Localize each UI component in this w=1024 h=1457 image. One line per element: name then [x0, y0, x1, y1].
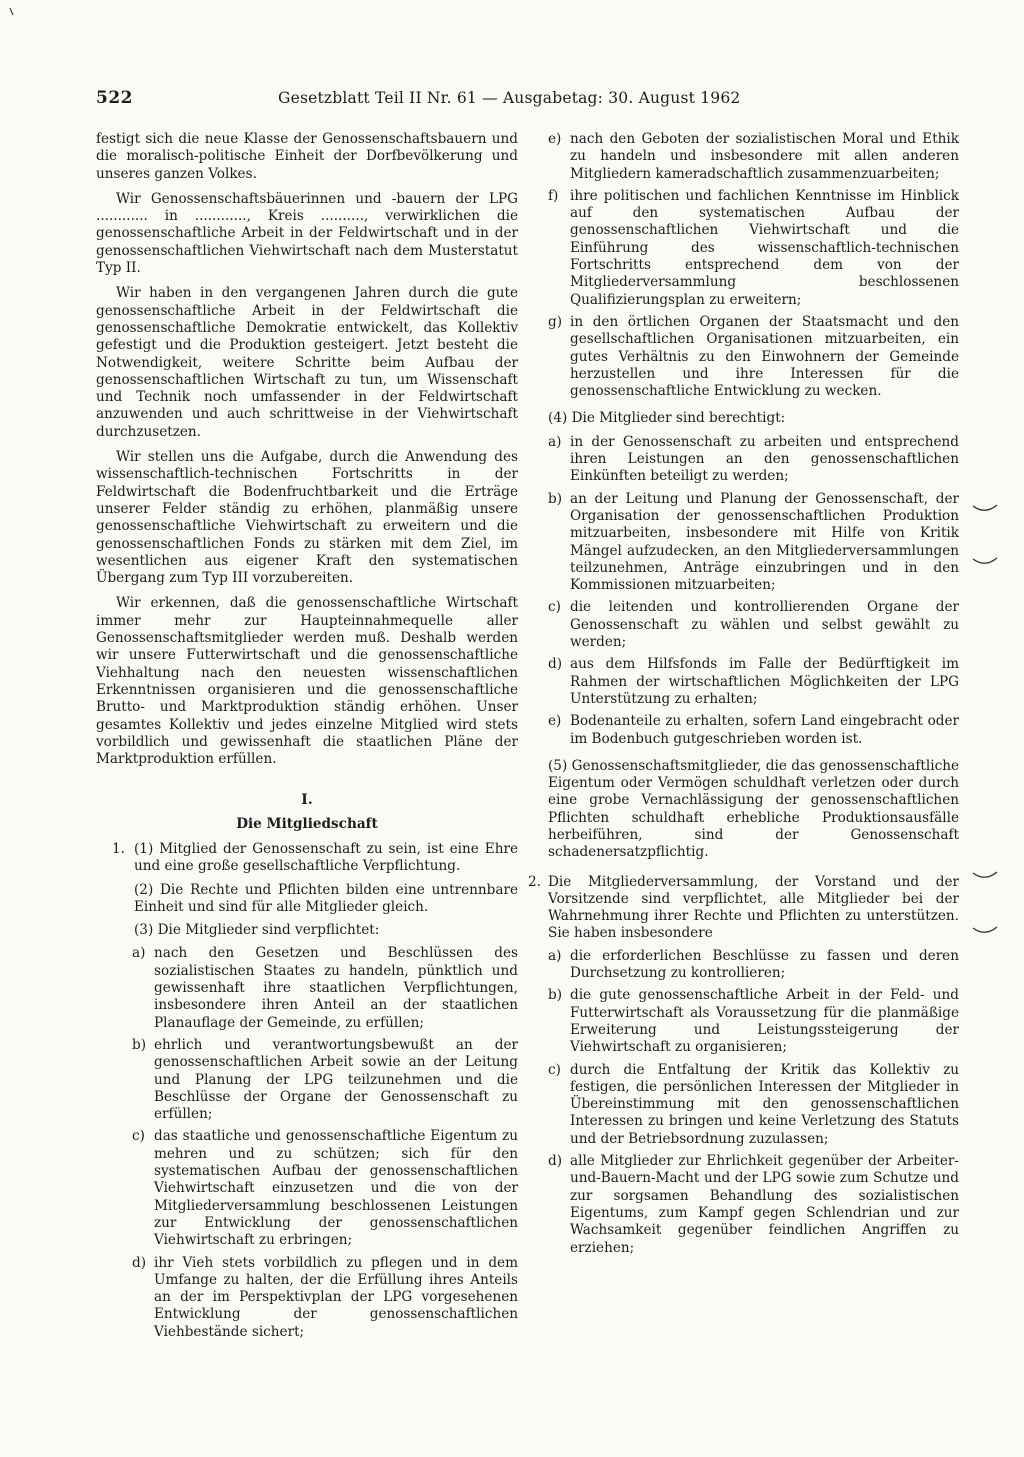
list-item: [548, 434, 959, 486]
list-item: [96, 1128, 518, 1249]
margin-mark-icon: [972, 925, 998, 937]
paragraph: Wir haben in den vergangenen Jahren durch die gute genossenschaftliche Arbeit in der Feldwirtschaft die genossenschaftliche Demokratie entwickelt, das Kollektiv gefestigt und die Produktion gesteigert. Jetzt besteht die Notwendigkeit, weitere Schritte beim Aufbau der genossenschaftlichen Wirtschaft zu tun, um Wissenschaft und Technik noch umfassender in der Feldwirtschaft anzuwenden und auch schrittweise in der Viehwirtschaft durchzusetzen.: [96, 285, 518, 440]
list-label: d): [132, 1254, 147, 1271]
list-text: an der Leitung und Planung der Genossenschaft, der Organisation der genossenschaftlichen Produktion mitzuarbeiten, insbesondere mit Hilfe von Kritik Mängel aufzudecken, an den Mitgliederversammlungen teilzunehmen, Anträge einzubringen und in den Kommissionen mitzuarbeiten;: [570, 490, 959, 594]
list-text: alle Mitglieder zur Ehrlichkeit gegenüber der Arbeiter-und-Bauern-Macht und der LPG sowie zum Schutze und zur sorgsamen Behandlung des sozialistischen Eigentums, zum Kampf gegen Schlendrian und zur Wachsamkeit gegenüber feindlichen Angriffen zu erziehen;: [570, 1153, 959, 1256]
left-column: [96, 131, 518, 1346]
margin-mark-icon: [972, 556, 998, 568]
list-label: d): [548, 656, 563, 673]
list-label: c): [132, 1128, 145, 1145]
list-text: durch die Entfaltung der Kritik das Kollektiv zu festigen, die persönlichen Interessen der Mitglieder in Übereinstimmung mit den genossenschaftlichen Interessen zu bringen und keine Verletzung des Statuts und der Betriebsordnung zuzulassen;: [570, 1061, 959, 1147]
section-number: I.: [301, 792, 313, 809]
list-label: d): [548, 1153, 563, 1170]
list-text: aus dem Hilfsfonds im Falle der Bedürftigkeit im Rahmen der wirtschaftlichen Möglichkeiten der LPG Unterstützung zu erhalten;: [570, 656, 959, 707]
list-label: b): [132, 1036, 147, 1053]
section-title: Die Mitgliedschaft: [236, 815, 378, 832]
list-item: [548, 713, 959, 748]
list-text: nach den Geboten der sozialistischen Moral und Ethik zu handeln und insbesondere mit allen anderen Mitgliedern kameradschaftlich zusammenzuarbeiten;: [570, 131, 959, 182]
list-text: die erforderlichen Beschlüsse zu fassen und deren Durchsetzung zu kontrollieren;: [570, 947, 959, 982]
list-item: [96, 945, 518, 1031]
item-number: 2.: [528, 873, 541, 890]
list-text: in der Genossenschaft zu arbeiten und entsprechend ihren Leistungen an den genossenschaftlichen Einkünften beteiligt zu werden;: [570, 433, 959, 485]
list-item: [548, 599, 959, 651]
subparagraph: (5) Genossenschaftsmitglieder, die das genossenschaftliche Eigentum oder Vermögen schuldhaft verletzen oder durch eine grobe Vernachlässigung der genossenschaftlichen Pflichten schuldhaft erhebliche Produktionsausfälle herbeiführen, sind der Genossenschaft schadenersatzpflichtig.: [548, 757, 959, 861]
list-text: Bodenanteile zu erhalten, sofern Land eingebracht oder im Bodenbuch gutgeschrieben worden ist.: [570, 713, 959, 747]
page-number: 522: [96, 88, 133, 108]
list-item: [548, 188, 959, 309]
list-text: in den örtlichen Organen der Staatsmacht und den gesellschaftlichen Organisationen mitzuarbeiten, ein gutes Verhältnis zu den Einwohnern der Gemeinde herzustellen und ihre Interessen für die genossenschaftliche Entwicklung zu wecken.: [570, 313, 959, 400]
margin-mark-icon: [972, 870, 998, 882]
numbered-item: [96, 841, 518, 876]
list-text: ihre politischen und fachlichen Kenntnisse im Hinblick auf den systematischen Aufbau der genossenschaftlichen Viehwirtschaft und die Einführung des wissenschaftlich-technischen Fortschritts entsprechend dem von der Mitgliederversammlung beschlossenen Qualifizierungsplan zu erweitern;: [570, 187, 959, 308]
subparagraph: (2) Die Rechte und Pflichten bilden eine untrennbare Einheit und sind für alle Mitglieder gleich.: [134, 881, 518, 915]
subparagraph: (3) Die Mitglieder sind verpflichtet:: [134, 922, 380, 939]
list-label: a): [548, 947, 562, 964]
paragraph: festigt sich die neue Klasse der Genossenschaftsbauern und die moralisch-politische Einheit der Dorfbevölkerung und unseres ganzen Volkes.: [96, 131, 518, 182]
list-item: [548, 491, 959, 595]
list-item: [96, 1255, 518, 1341]
list-text: ihr Vieh stets vorbildlich zu pflegen und in dem Umfange zu halten, der die Erfüllung ihres Anteils an der im Perspektivplan der LPG vorgesehenen Entwicklung der genossenschaftlichen Viehbestände sichert;: [154, 1254, 518, 1340]
list-text: ehrlich und verantwortungsbewußt an der genossenschaftlichen Arbeit sowie an der Leitung und Planung der LPG teilzunehmen und die Beschlüsse der Organe der Genossenschaft zu erfüllen;: [154, 1036, 518, 1123]
paragraph: Wir erkennen, daß die genossenschaftliche Wirtschaft immer mehr zur Haupteinnahmequelle aller Genossenschaftsmitglieder werden muß. Deshalb werden wir unsere Futterwirtschaft und die genossenschaftliche Viehhaltung nach den neuesten wissenschaftlichen Erkenntnissen organisieren und die genossenschaftliche Brutto- und Marktproduktion ständig erhöhen. Unser gesamtes Kollektiv und jedes einzelne Mitglied wird stets vorbildlich und gewissenhaft die staatlichen Pläne der Marktproduktion erfüllen.: [96, 595, 518, 768]
item-number: 1.: [112, 840, 125, 857]
list-label: b): [548, 987, 563, 1004]
list-label: e): [548, 131, 562, 147]
list-text: nach den Gesetzen und Beschlüssen des sozialistischen Staates zu handeln, pünktlich und gewissenhaft ihre staatlichen Verpflichtungen, insbesondere ihren Anteil an der staatlichen Planauflage der Gemeinde, zu erfüllen;: [154, 945, 518, 1031]
list-item: [548, 1153, 959, 1257]
list-text: das staatliche und genossenschaftliche Eigentum zu mehren und zu schützen; sich für den systematischen Aufbau der genossenschaftlichen Viehwirtschaft einzusetzen und die von der Mitgliederversammlung beschlossenen Leistungen zur Entwicklung der genossenschaftlichen Viehwirtschaft zu erbringen;: [154, 1128, 518, 1249]
numbered-item: [528, 874, 959, 943]
list-text: die leitenden und kontrollierenden Organe der Genossenschaft zu wählen und selbst gewählt zu werden;: [570, 599, 959, 651]
corner-mark-icon: [6, 6, 18, 18]
list-label: g): [548, 313, 563, 330]
list-label: c): [548, 1061, 561, 1078]
list-label: a): [548, 433, 562, 450]
paragraph: Wir Genossenschaftsbäuerinnen und -bauern der LPG ............ in ............, Kreis .........., verwirklichen die genossenschaftliche Arbeit in der Feldwirtschaft und in der genossenschaftlichen Viehwirtschaft nach dem Musterstatut Typ II.: [96, 190, 518, 277]
list-item: [548, 656, 959, 708]
list-item: [548, 987, 959, 1056]
list-item: [96, 1037, 518, 1123]
right-column: [528, 131, 959, 1262]
list-item: [548, 1062, 959, 1148]
margin-mark-icon: [972, 503, 998, 515]
page-header: [96, 88, 956, 108]
running-title: Gesetzblatt Teil II Nr. 61 — Ausgabetag: 30. August 1962: [278, 89, 741, 107]
list-label: b): [548, 490, 563, 507]
list-item: [548, 314, 959, 400]
list-label: c): [548, 599, 561, 616]
list-item: [548, 131, 959, 183]
item-text: (1) Mitglied der Genossenschaft zu sein, ist eine Ehre und eine große gesellschaftliche Verpflichtung.: [134, 840, 518, 875]
list-item: [548, 948, 959, 983]
list-label: e): [548, 713, 562, 730]
item-text: Die Mitgliederversammlung, der Vorstand und der Vorsitzende sind verpflichtet, alle Mitglieder bei der Wahrnehmung ihrer Rechte und Pflichten zu unterstützen. Sie haben insbesondere: [548, 873, 959, 942]
subparagraph: (4) Die Mitglieder sind berechtigt:: [548, 410, 786, 427]
list-label: f): [548, 187, 559, 204]
list-text: die gute genossenschaftliche Arbeit in der Feld- und Futterwirtschaft als Voraussetzung für die planmäßige Erweiterung und Leistungssteigerung der Viehwirtschaft zu organisieren;: [570, 987, 959, 1056]
paragraph: Wir stellen uns die Aufgabe, durch die Anwendung des wissenschaftlich-technischen Fortschritts in der Feldwirtschaft die Bodenfruchtbarkeit und die Erträge unserer Felder ständig zu erhöhen, planmäßig unsere genossenschaftliche Viehwirtschaft zu erweitern und die genossenschaftlichen Fonds zu stärken mit dem Ziel, im wesentlichen aus eigener Kraft den systematischen Übergang zum Typ III vorzubereiten.: [96, 449, 518, 587]
list-label: a): [132, 945, 146, 962]
